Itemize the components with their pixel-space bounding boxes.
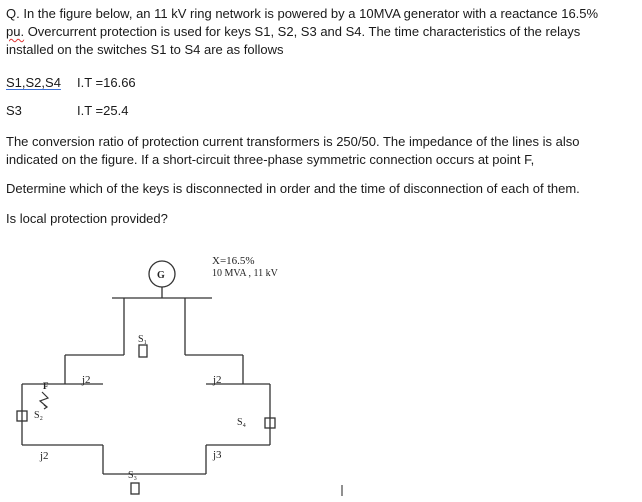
generator-label: G (157, 270, 165, 281)
switch-s1-box (139, 345, 147, 357)
switch-s2-label: S₂ (34, 410, 44, 421)
fault-label: F (43, 381, 49, 391)
question-line-1: Q. In the figure below, an 11 kV ring network is powered by a 10MVA generator with a reactance 16.5% (6, 6, 599, 21)
question-line-2-rest: Overcurrent protection is used for keys S1, S2, S3 and S4. The time characteristics of the relays (24, 24, 581, 39)
relay-keys-2: S3 (6, 103, 22, 118)
gen-rating-label: 10 MVA , 11 kV (212, 268, 278, 279)
impedance-left-lower: j2 (40, 450, 49, 462)
task-line-2: Is local protection provided? (6, 211, 168, 226)
relay-curve-1: I.T =16.66 (77, 75, 136, 90)
paragraph-line-2: indicated on the figure. If a short-circuit three-phase symmetric connection occurs at point F, (6, 152, 535, 167)
fault-arrow (40, 392, 48, 407)
gen-reactance-label: X=16.5% (212, 255, 255, 267)
task-line-1: Determine which of the keys is disconnected in order and the time of disconnection of each of them. (6, 181, 580, 196)
switch-s4-label: S₄ (237, 417, 247, 428)
impedance-right-upper: j2 (213, 374, 222, 386)
switch-s3-label: S₃ (128, 470, 138, 481)
paragraph-line-1: The conversion ratio of protection current transformers is 250/50. The impedance of the lines is also (6, 134, 580, 149)
pu-abbreviation: pu. (6, 24, 25, 39)
relay-keys-1: S1,S2,S4 (6, 75, 61, 90)
switch-s3-box (131, 483, 139, 494)
switch-s1-label: S₁ (138, 334, 148, 345)
relay-curve-2: I.T =25.4 (77, 103, 129, 118)
question-line-3: installed on the switches S1 to S4 are as follows (6, 42, 284, 57)
impedance-left-upper: j2 (82, 374, 91, 386)
impedance-right-lower: j3 (213, 449, 222, 461)
